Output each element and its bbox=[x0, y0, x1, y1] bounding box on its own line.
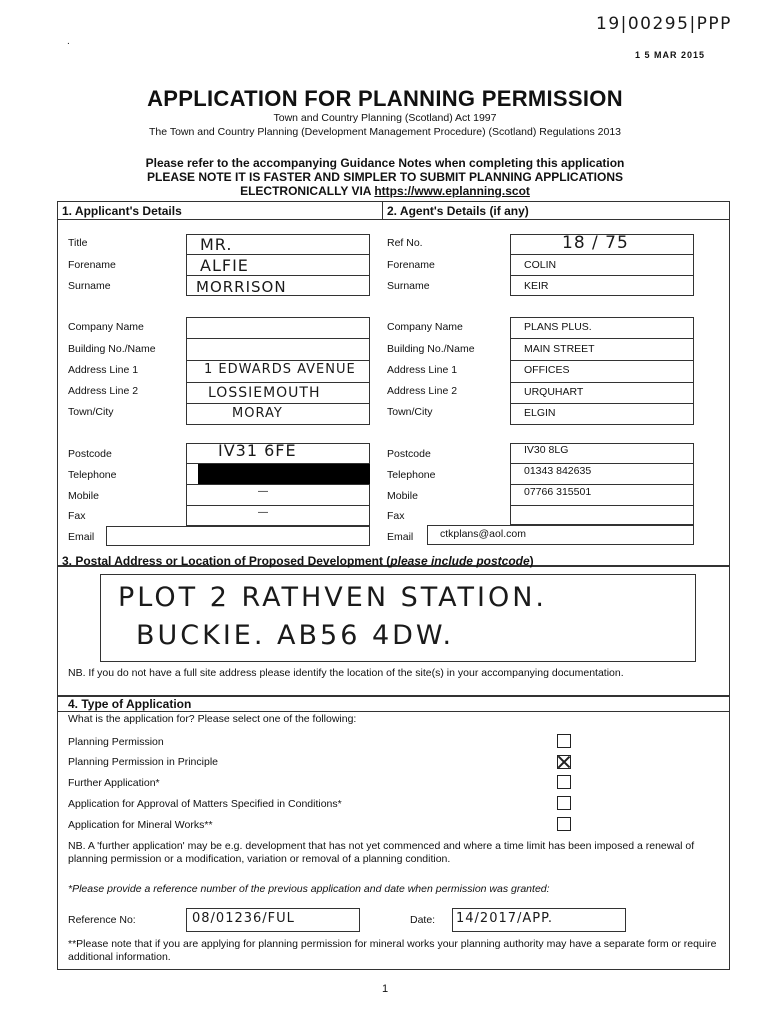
mineral-works-note: **Please note that if you are applying for planning permission for mineral works your planning authority may have a separate form or require additional information. bbox=[68, 938, 717, 963]
applicant-town-label: Town/City bbox=[68, 406, 114, 418]
received-date-stamp: 1 5 MAR 2015 bbox=[635, 50, 706, 60]
form-title: APPLICATION FOR PLANNING PERMISSION bbox=[147, 86, 623, 111]
agent-email-field[interactable]: ctkplans@aol.com bbox=[440, 528, 526, 540]
location-heading-suffix: ) bbox=[529, 554, 534, 568]
agent-address1-label: Address Line 1 bbox=[387, 364, 458, 376]
option-matters-specified-label: Application for Approval of Matters Specified in Conditions* bbox=[68, 798, 342, 810]
applicant-address-divider-4 bbox=[186, 403, 370, 404]
agent-address2-label: Address Line 2 bbox=[387, 385, 458, 397]
location-section-frame bbox=[57, 566, 730, 696]
permission-date-label: Date: bbox=[410, 914, 436, 926]
agent-email-label: Email bbox=[387, 531, 414, 543]
location-heading-prefix: 3. Postal Address or Location of Proposed Development ( bbox=[62, 554, 391, 568]
applicant-telephone-redacted bbox=[198, 464, 370, 484]
checkbox-further-application[interactable] bbox=[557, 775, 571, 789]
agent-forename-label: Forename bbox=[387, 259, 435, 271]
applicant-address-divider-1 bbox=[186, 338, 370, 339]
agent-town-label: Town/City bbox=[387, 406, 433, 418]
applicant-address2-label: Address Line 2 bbox=[68, 385, 139, 397]
agent-mobile-label: Mobile bbox=[387, 490, 418, 502]
guidance-note-line3 bbox=[0, 184, 770, 198]
location-line2[interactable]: BUCKIE. AB56 4DW. bbox=[136, 620, 455, 651]
option-mineral-works-label: Application for Mineral Works** bbox=[68, 819, 213, 831]
agent-surname-label: Surname bbox=[387, 280, 430, 292]
applicant-surname-field[interactable]: MORRISON bbox=[196, 278, 287, 296]
applicant-address1-field[interactable]: 1 EDWARDS AVENUE bbox=[204, 362, 356, 377]
location-heading-italic: please include postcode bbox=[390, 554, 530, 568]
applicant-mobile-field[interactable]: — bbox=[258, 486, 268, 497]
agent-name-divider-2 bbox=[510, 275, 694, 276]
application-type-heading: 4. Type of Application bbox=[68, 697, 192, 711]
checkbox-planning-permission[interactable] bbox=[557, 734, 571, 748]
guidance-note bbox=[0, 156, 770, 198]
location-line1[interactable]: PLOT 2 RATHVEN STATION. bbox=[118, 582, 547, 613]
reference-stamp: 19|00295|PPP bbox=[596, 14, 732, 34]
applicant-email-box bbox=[106, 526, 370, 546]
checkbox-mineral-works[interactable] bbox=[557, 817, 571, 831]
location-nb: NB. If you do not have a full site address please identify the location of the site(s) in your accompanying documentation. bbox=[68, 667, 624, 679]
applicant-building-label: Building No./Name bbox=[68, 343, 156, 355]
agent-ref-field[interactable]: 18 / 75 bbox=[562, 233, 629, 253]
details-header-divider bbox=[57, 219, 730, 220]
agent-name-divider-1 bbox=[510, 254, 694, 255]
guidance-note-line1: Please refer to the accompanying Guidance Notes when completing this application bbox=[145, 156, 625, 170]
applicant-address1-label: Address Line 1 bbox=[68, 364, 139, 376]
applicant-name-divider-2 bbox=[186, 275, 370, 276]
agent-contact-divider-3 bbox=[510, 505, 694, 506]
applicant-contact-divider-3 bbox=[186, 505, 370, 506]
applicant-fax-field[interactable]: — bbox=[258, 507, 268, 518]
applicant-postcode-label: Postcode bbox=[68, 448, 112, 460]
agent-town-field[interactable]: ELGIN bbox=[524, 407, 556, 419]
agent-building-label: Building No./Name bbox=[387, 343, 475, 355]
applicant-town-field[interactable]: MORAY bbox=[232, 406, 283, 421]
option-further-application-label: Further Application* bbox=[68, 777, 160, 789]
agent-forename-field[interactable]: COLIN bbox=[524, 259, 557, 271]
agent-heading: 2. Agent's Details (if any) bbox=[387, 204, 529, 218]
agent-mobile-field[interactable]: 07766 315501 bbox=[524, 486, 592, 498]
applicant-address-divider-2 bbox=[186, 360, 370, 361]
application-type-question: What is the application for? Please select one of the following: bbox=[68, 713, 357, 725]
act-line: Town and Country Planning (Scotland) Act 1997 bbox=[273, 112, 497, 124]
further-application-nb: NB. A 'further application' may be e.g. development that has not yet commenced and where a time limit has been imposed a renewal of planning permission or a modification, variation or removal of a planning condition. bbox=[68, 840, 695, 865]
option-planning-permission-label: Planning Permission bbox=[68, 736, 164, 748]
permission-date-field[interactable]: 14/2017/APP. bbox=[456, 911, 554, 926]
agent-postcode-field[interactable]: IV30 8LG bbox=[524, 444, 569, 456]
agent-fax-label: Fax bbox=[387, 510, 405, 522]
applicant-postcode-field[interactable]: IV31 6FE bbox=[218, 441, 297, 460]
applicant-heading: 1. Applicant's Details bbox=[62, 204, 182, 218]
agent-company-label: Company Name bbox=[387, 321, 463, 333]
applicant-address2-field[interactable]: LOSSIEMOUTH bbox=[208, 385, 321, 401]
agent-postcode-label: Postcode bbox=[387, 448, 431, 460]
page-number: 1 bbox=[381, 983, 389, 995]
applicant-company-label: Company Name bbox=[68, 321, 144, 333]
applicant-title-field[interactable]: MR. bbox=[200, 235, 233, 254]
applicant-email-label: Email bbox=[68, 531, 95, 543]
applicant-title-label: Title bbox=[68, 237, 88, 249]
applicant-surname-label: Surname bbox=[68, 280, 111, 292]
regulations-line: The Town and Country Planning (Development Management Procedure) (Scotland) Regulations 2013 bbox=[149, 126, 621, 138]
applicant-name-divider-1 bbox=[186, 254, 370, 255]
applicant-forename-label: Forename bbox=[68, 259, 116, 271]
agent-address-divider-1 bbox=[510, 338, 694, 339]
guidance-note-line2: PLEASE NOTE IT IS FASTER AND SIMPLER TO SUBMIT PLANNING APPLICATIONS bbox=[146, 170, 624, 184]
applicant-address-divider-3 bbox=[186, 382, 370, 383]
applicant-fax-label: Fax bbox=[68, 510, 86, 522]
applicant-contact-divider-2 bbox=[186, 484, 370, 485]
guidance-note-prefix: ELECTRONICALLY VIA bbox=[240, 184, 375, 198]
reference-number-label: Reference No: bbox=[68, 914, 136, 926]
eplanning-link[interactable]: https://www.eplanning.scot bbox=[374, 184, 530, 198]
applicant-telephone-label: Telephone bbox=[68, 469, 117, 481]
agent-surname-field[interactable]: KEIR bbox=[524, 280, 549, 292]
applicant-forename-field[interactable]: ALFIE bbox=[200, 256, 249, 275]
reference-number-field[interactable]: 08/01236/FUL bbox=[192, 911, 295, 926]
stray-mark: . bbox=[67, 36, 70, 47]
agent-address1-field[interactable]: OFFICES bbox=[524, 364, 570, 376]
agent-address2-field[interactable]: URQUHART bbox=[524, 386, 584, 398]
applicant-mobile-label: Mobile bbox=[68, 490, 99, 502]
checkbox-ppip[interactable] bbox=[557, 755, 571, 769]
application-type-header-divider bbox=[57, 711, 730, 712]
agent-telephone-field[interactable]: 01343 842635 bbox=[524, 465, 592, 477]
option-ppip-label: Planning Permission in Principle bbox=[68, 756, 218, 768]
agent-company-field[interactable]: PLANS PLUS. bbox=[524, 321, 592, 333]
details-header-split bbox=[382, 201, 383, 219]
agent-ref-label: Ref No. bbox=[387, 237, 423, 249]
agent-telephone-label: Telephone bbox=[387, 469, 436, 481]
agent-building-field[interactable]: MAIN STREET bbox=[524, 343, 595, 355]
checkbox-matters-specified[interactable] bbox=[557, 796, 571, 810]
previous-application-note: *Please provide a reference number of the previous application and date when permission was granted: bbox=[68, 883, 550, 895]
